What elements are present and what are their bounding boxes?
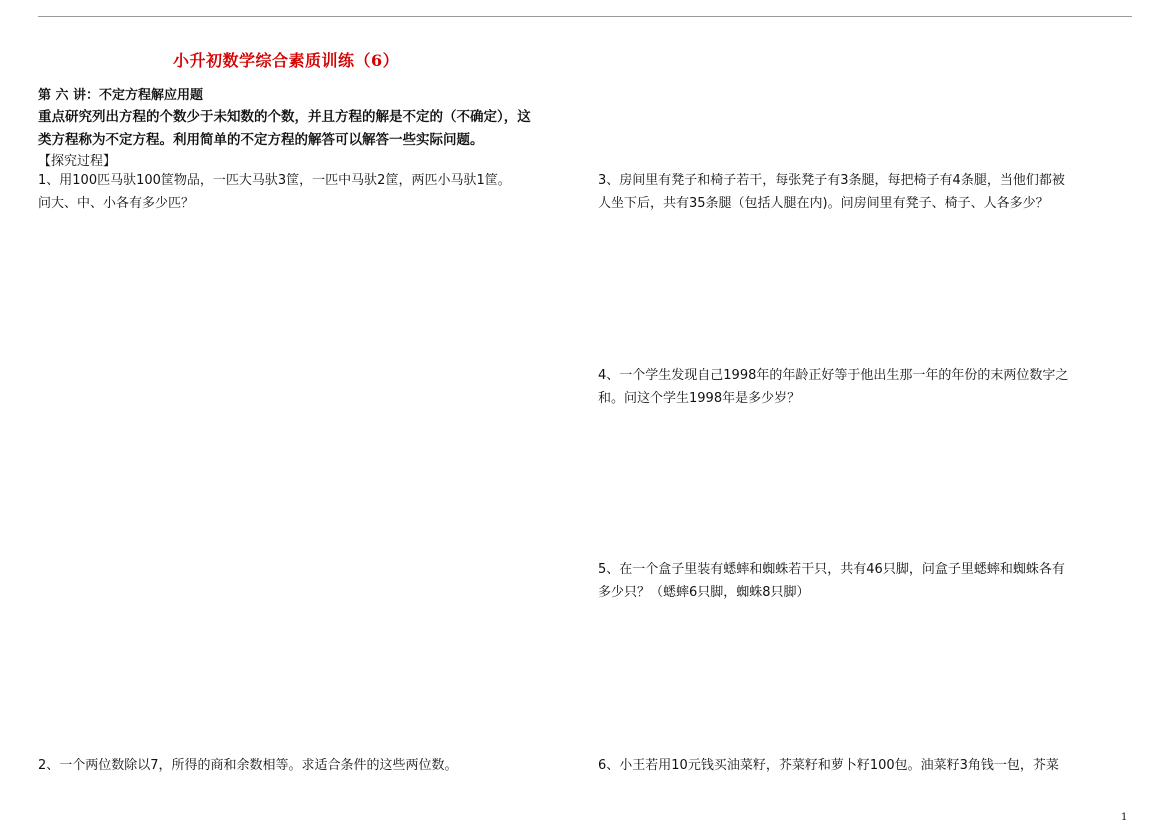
problem-5-line-2: 多少只？（蟋蟀6只脚，蜘蛛8只脚） <box>598 585 810 600</box>
problem-5 <box>598 558 1065 604</box>
problem-1-line-1: 1、用100匹马驮100筐物品，一匹大马驮3筐，一匹中马驮2筐，两匹小马驮1筐。 <box>38 173 511 188</box>
problem-4-line-2: 和。问这个学生1998年是多少岁？ <box>598 391 801 406</box>
problem-2-line-1: 2、一个两位数除以7，所得的商和余数相等。求适合条件的这些两位数。 <box>38 758 458 773</box>
top-rule <box>38 16 1132 17</box>
problem-3-line-1: 3、房间里有凳子和椅子若干，每张凳子有3条腿，每把椅子有4条腿，当他们都被 <box>598 173 1065 188</box>
problem-1-line-2: 问大、中、小各有多少匹？ <box>38 196 195 211</box>
problem-4 <box>598 364 1068 410</box>
intro-line-2: 类方程称为不定方程。利用简单的不定方程的解答可以解答一些实际问题。 <box>38 132 484 148</box>
problem-1 <box>38 169 511 215</box>
section-label: 【探究过程】 <box>38 154 117 169</box>
problem-2 <box>38 754 458 777</box>
page-number: 1 <box>1121 812 1128 823</box>
problem-3-line-2: 人坐下后，共有35条腿（包括人腿在内)。问房间里有凳子、椅子、人各多少？ <box>598 196 1049 211</box>
lecture-heading: 第 六 讲：不定方程解应用题 <box>38 88 204 103</box>
problem-6 <box>598 754 1059 777</box>
problem-5-line-1: 5、在一个盒子里装有蟋蟀和蜘蛛若干只，共有46只脚，问盒子里蟋蟀和蜘蛛各有 <box>598 562 1065 577</box>
intro-line-1: 重点研究列出方程的个数少于未知数的个数，并且方程的解是不定的（不确定），这 <box>38 109 531 125</box>
problem-4-line-1: 4、一个学生发现自己1998年的年龄正好等于他出生那一年的年份的末两位数字之 <box>598 368 1069 383</box>
problem-3 <box>598 169 1065 215</box>
page-title: 小升初数学综合素质训练（6） <box>173 51 400 70</box>
problem-6-line-1: 6、小王若用10元钱买油菜籽，芥菜籽和萝卜籽100包。油菜籽3角钱一包，芥菜 <box>598 758 1059 773</box>
